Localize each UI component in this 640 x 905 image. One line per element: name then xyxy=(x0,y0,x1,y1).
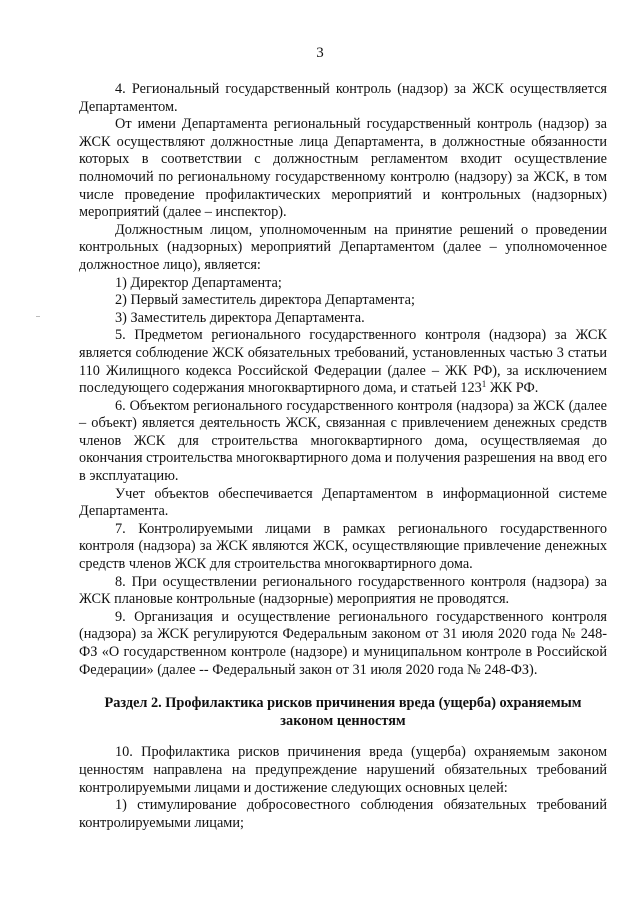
paragraph-5-tail: ЖК РФ. xyxy=(486,380,539,397)
list-item-first-deputy: 2) Первый заместитель директора Департамента; xyxy=(115,292,415,309)
margin-mark xyxy=(36,316,40,317)
paragraph-5-superscript: 1 xyxy=(481,379,487,390)
page-number: 3 xyxy=(316,45,324,61)
list-item-director: 1) Директор Департамента; xyxy=(115,274,282,291)
paragraph-7: 7. Контролируемыми лицами в рамках регионального государственного контроля (надзора) за ЖСК являются ЖСК, осуществляющие привлечение денежных средств членов ЖСК для строительства многоквартирного дома. xyxy=(79,520,607,573)
paragraph-object-accounting: Учет объектов обеспечивается Департаментом в информационной системе Департамента. xyxy=(79,485,607,520)
paragraph-4: 4. Региональный государственный контроль (надзор) за ЖСК осуществляется Департаментом. xyxy=(79,81,607,115)
document-body xyxy=(79,81,607,832)
paragraph-8: 8. При осуществлении регионального государственного контроля (надзора) за ЖСК плановые контрольные (надзорные) мероприятия не проводятся. xyxy=(79,573,607,608)
list-item-stimulation: 1) стимулирование добросовестного соблюдения обязательных требований контролируемыми лицами; xyxy=(79,797,607,831)
paragraph-5-text: 5. Предметом регионального государственного контроля (надзора) за ЖСК является соблюдение ЖСК обязательных требований, установленных частью 3 статьи 110 Жилищного кодекса Российской Федерации (далее – ЖК РФ), за исключением последующего содержания многоквартирного дома, и статьей 123 xyxy=(79,327,607,397)
section-heading: Раздел 2. Профилактика рисков причинения вреда (ущерба) охраняемым законом ценностям xyxy=(104,695,582,729)
list-item-deputy: 3) Заместитель директора Департамента. xyxy=(115,309,365,326)
paragraph-authorized-official: Должностным лицом, уполномоченным на принятие решений о проведении контрольных (надзорных) мероприятий Департаментом (далее – уполномоченное должностное лицо), является: xyxy=(79,221,607,273)
paragraph-9: 9. Организация и осуществление регионального государственного контроля (надзора) за ЖСК регулируются Федеральным законом от 31 июля 2020 года № 248-ФЗ «О государственном контроле (надзоре) и муниципальном контроле в Российской Федерации» (далее -- Федеральный закон от 31 июля 2020 года № 248-ФЗ). xyxy=(79,608,607,678)
paragraph-10: 10. Профилактика рисков причинения вреда (ущерба) охраняемым законом ценностям направлена на предупреждение нарушений обязательных требований контролируемыми лицами и достижение следующих основных целей: xyxy=(79,744,607,796)
paragraph-6: 6. Объектом регионального государственного контроля (надзора) за ЖСК (далее – объект) является деятельность ЖСК, связанная с привлечением денежных средств членов ЖСК для строительства многоквартирного дома, осуществляемая до окончания строительства многоквартирного дома и получения разрешения на ввод его в эксплуатацию. xyxy=(79,397,607,485)
paragraph-5 xyxy=(79,327,607,397)
paragraph-inspectors: От имени Департамента региональный государственный контроль (надзор) за ЖСК осуществляют должностные лица Департамента, в должностные обязанности которых в соответствии с должностным регламентом входит осуществление полномочий по региональному государственному контролю (надзору) за ЖСК, в том числе проведение профилактических мероприятий и контрольных (надзорных) мероприятий (далее – инспектор). xyxy=(79,116,607,221)
